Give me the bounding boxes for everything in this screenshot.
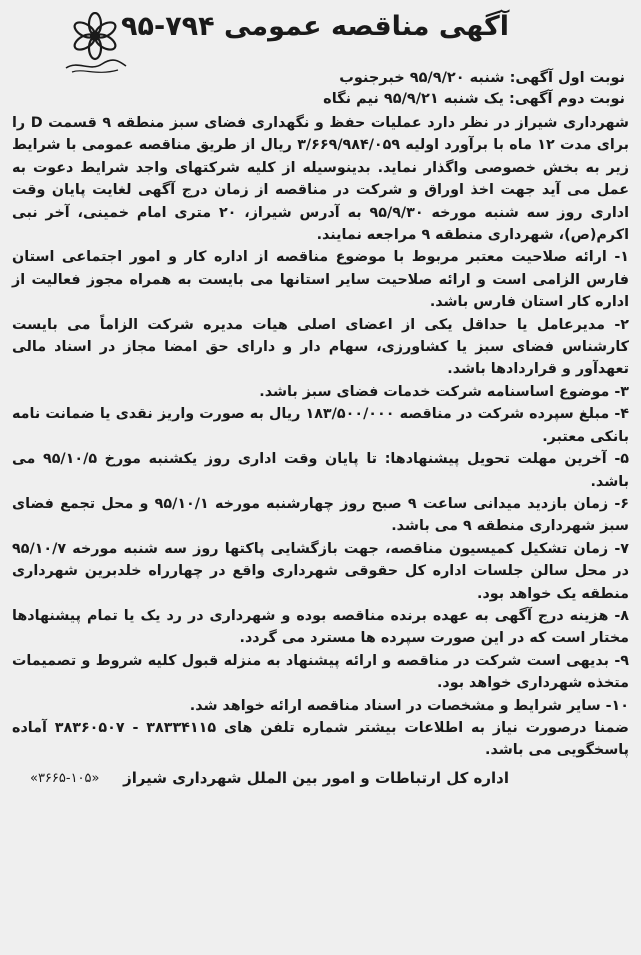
ad-code: «۳۶۶۵-۱۰۵» xyxy=(30,770,100,786)
conditions-list xyxy=(12,246,629,717)
page-title: آگهی مناقصه عمومی ۷۹۴-۹۵ xyxy=(121,11,509,42)
condition-item: ۳- موضوع اساسنامه شرکت خدمات فضای سبز باشد. xyxy=(259,383,629,400)
ad-header xyxy=(12,10,629,68)
condition-item: ۶- زمان بازدید میدانی ساعت ۹ صبح روز چهارشنبه مورخه ۹۵/۱۰/۱ و محل تجمع فضای سبز شهرداری منطقه ۹ می باشد. xyxy=(12,495,629,535)
condition-item: ۸- هزینه درج آگهی به عهده برنده مناقصه بوده و شهرداری در رد یک یا تمام پیشنهادها مختار است که در این صورت سپرده ها مسترد می گردد. xyxy=(12,607,629,647)
condition-item: ۱- ارائه صلاحیت معتبر مربوط با موضوع مناقصه از اداره کار و امور اجتماعی استان فارس الزامی است و ارائه صلاحیت سایر استانها می بایست به همراه مجوز فعالیت از اداره کار استان فارس باشد. xyxy=(12,249,629,311)
shiraz-municipality-flower-icon xyxy=(60,12,130,78)
condition-item: ۱۰- سایر شرایط و مشخصات در اسناد مناقصه ارائه خواهد شد. xyxy=(189,697,629,714)
condition-item: ۵- آخرین مهلت تحویل پیشنهادها: تا پایان وقت اداری روز یکشنبه مورخ ۹۵/۱۰/۵ می باشد. xyxy=(12,451,630,490)
intro-paragraph: شهرداری شیراز در نظر دارد عملیات حفظ و نگهداری فضای سبز منطقه ۹ قسمت D را برای مدت ۱۲ ماه با برآورد اولیه ۳/۶۶۹/۹۸۴/۰۵۹ ریال از طریق مناقصه عمومی با شرایط زیر به بخش خصوصی واگذار نماید. بدینوسیله از کلیه شرکتهای واجد شرایط دعوت به عمل می آید جهت اخذ اوراق و شرکت در مناقصه از زمان درج آگهی لغایت پایان وقت اداری روز سه شنبه مورخه ۹۵/۹/۳۰ به آدرس شیراز، ۲۰ متری امام خمینی، آخر نبی اکرم(ص)، شهرداری منطقه ۹ مراجعه نمایند. xyxy=(12,115,630,244)
publication-second: نوبت دوم آگهی: یک شنبه ۹۵/۹/۲۱ نیم نگاه xyxy=(323,91,625,107)
signature: اداره کل ارتباطات و امور بین الملل شهرداری شیراز xyxy=(123,768,509,787)
condition-item: ۹- بدیهی است شرکت در مناقصه و ارائه پیشنهاد به منزله قبول کلیه شروط و تصمیمات متخذه شهرداری خواهد بود. xyxy=(12,652,629,692)
condition-item: ۲- مدیرعامل یا حداقل یکی از اعضای اصلی هیات مدیره شرکت الزاماً می بایست کارشناس فضای سبز یا کشاورزی، سهام دار و دارای حق امضا مجاز در اسناد مالی تعهدآور و قراردادها باشد. xyxy=(12,316,629,378)
signature-row xyxy=(12,766,629,792)
shiraz-municipality-logo xyxy=(60,12,130,78)
condition-item: ۷- زمان تشکیل کمیسیون مناقصه، جهت بازگشایی پاکتها روز سه شنبه مورخه ۹۵/۱۰/۷ در محل سالن جلسات اداره کل حقوقی شهرداری واقع در چهارراه خلدبرین شهرداری منطقه یک خواهد بود. xyxy=(12,540,629,602)
publication-first: نوبت اول آگهی: شنبه ۹۵/۹/۲۰ خبرجنوب xyxy=(339,70,625,86)
condition-item: ۴- مبلغ سپرده شرکت در مناقصه ۱۸۳/۵۰۰/۰۰۰ ریال به صورت واریز نقدی یا ضمانت نامه بانکی معتبر. xyxy=(12,406,629,445)
contact-info: ضمنا درصورت نیاز به اطلاعات بیشتر شماره تلفن های ۳۸۳۳۴۱۱۵ - ۳۸۳۶۰۵۰۷ آماده پاسخگویی می باشد. xyxy=(12,719,629,759)
